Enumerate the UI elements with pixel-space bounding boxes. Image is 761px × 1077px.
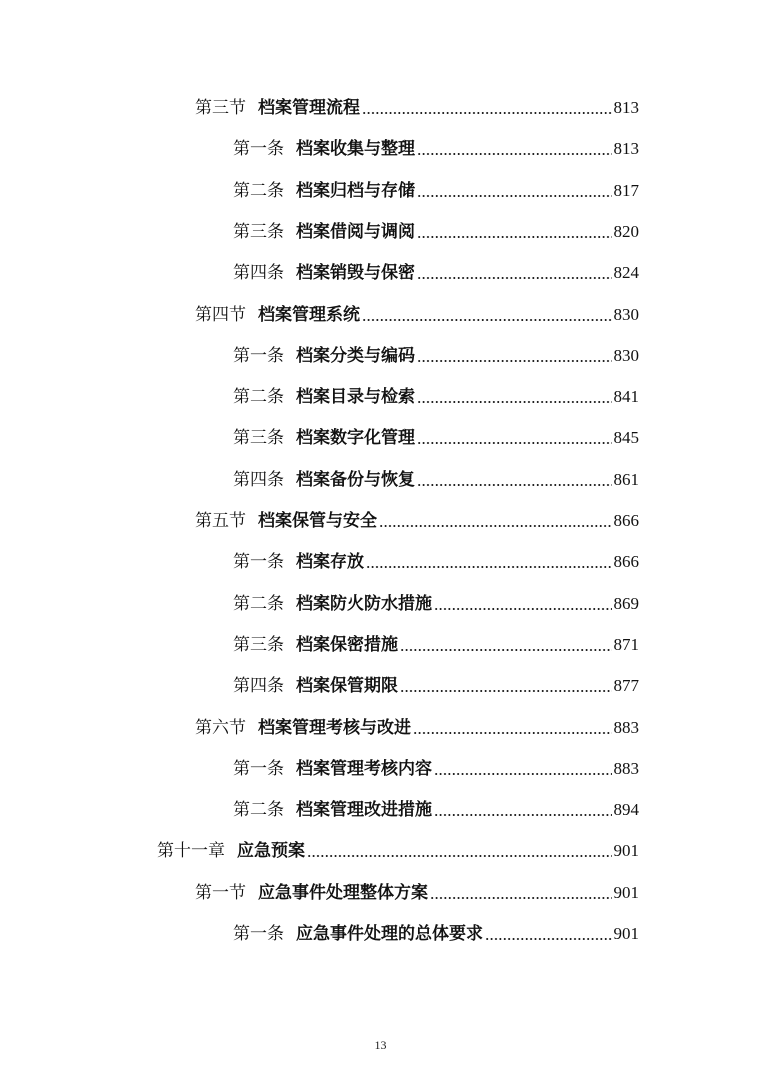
toc-entry-page: 901 (613, 924, 639, 943)
toc-entry-number: 第六节 (195, 717, 246, 738)
toc-entry-number: 第四节 (195, 304, 246, 325)
toc-entry-number: 第三条 (233, 221, 284, 242)
dot-leader (430, 897, 612, 899)
toc-entry-number: 第五节 (195, 511, 246, 531)
toc-entry-number: 第一条 (233, 552, 284, 573)
toc-entry-title: 档案目录与检索 (296, 387, 415, 408)
dot-leader (417, 153, 612, 155)
toc-entry-page: 817 (613, 180, 639, 200)
toc-entry-article[interactable] (233, 214, 639, 242)
toc-entry-page: 869 (613, 593, 639, 613)
toc-entry-title: 应急事件处理的总体要求 (296, 924, 483, 944)
toc-entry-number: 第三条 (233, 634, 284, 655)
toc-entry-article[interactable] (233, 173, 639, 201)
toc-entry-number: 第二条 (233, 800, 284, 821)
toc-entry-section[interactable] (195, 875, 639, 903)
dot-leader (362, 319, 612, 321)
toc-entry-title: 档案存放 (296, 552, 364, 573)
toc-entry-section[interactable] (195, 297, 639, 325)
toc-entry-number: 第四条 (233, 263, 284, 284)
toc-entry-title: 档案保管期限 (296, 676, 398, 697)
toc-entry-number: 第一条 (233, 758, 284, 779)
toc-entry-number: 第一条 (233, 345, 284, 366)
dot-leader (434, 814, 612, 816)
dot-leader (366, 566, 612, 568)
dot-leader (417, 360, 612, 362)
toc-entry-title: 档案备份与恢复 (296, 469, 415, 490)
toc-entry-article[interactable] (233, 379, 639, 407)
toc-entry-page: 901 (613, 841, 639, 861)
toc-entry-article[interactable] (233, 627, 639, 655)
toc-entry-page: 894 (613, 800, 639, 820)
toc-entry-page: 877 (613, 676, 639, 696)
toc-entry-title: 档案借阅与调阅 (296, 221, 415, 242)
toc-entry-title: 应急事件处理整体方案 (258, 882, 428, 903)
dot-leader (417, 484, 612, 486)
toc-entry-article[interactable] (233, 338, 639, 366)
dot-leader (485, 938, 612, 940)
toc-entry-page: 883 (613, 758, 639, 778)
dot-leader (417, 401, 612, 403)
toc-entry-page: 830 (613, 304, 639, 324)
toc-entry-article[interactable] (233, 462, 639, 490)
toc-entry-title: 应急预案 (237, 841, 305, 862)
toc-entry-title: 档案管理改进措施 (296, 800, 432, 821)
toc-entry-number: 第一条 (233, 924, 284, 944)
toc-entry-title: 档案销毁与保密 (296, 263, 415, 284)
dot-leader (413, 732, 612, 734)
dot-leader (417, 442, 612, 444)
dot-leader (400, 649, 612, 651)
toc-entry-chapter[interactable] (157, 833, 639, 861)
toc-entry-number: 第二条 (233, 180, 284, 201)
toc-entry-article[interactable] (233, 916, 639, 944)
toc-entry-article[interactable] (233, 668, 639, 696)
toc-entry-page: 813 (613, 139, 639, 159)
toc-entry-number: 第一节 (195, 882, 246, 903)
toc-entry-number: 第三条 (233, 428, 284, 449)
dot-leader (362, 112, 612, 114)
toc-entry-number: 第一条 (233, 139, 284, 160)
toc-entry-title: 档案保管与安全 (258, 511, 377, 531)
toc-entry-section[interactable] (195, 90, 639, 118)
toc-entry-title: 档案管理系统 (258, 304, 360, 325)
toc-entry-article[interactable] (233, 420, 639, 448)
toc-entry-title: 档案管理考核与改进 (258, 717, 411, 738)
toc-entry-title: 档案收集与整理 (296, 139, 415, 160)
toc-entry-title: 档案数字化管理 (296, 428, 415, 449)
toc-entry-number: 第二条 (233, 593, 284, 614)
toc-entry-article[interactable] (233, 544, 639, 572)
toc-entry-article[interactable] (233, 792, 639, 820)
toc-entry-article[interactable] (233, 131, 639, 159)
dot-leader (434, 773, 612, 775)
dot-leader (379, 525, 612, 527)
dot-leader (307, 855, 612, 857)
dot-leader (417, 277, 612, 279)
toc-entry-page: 845 (613, 428, 639, 448)
toc-entry-number: 第三节 (195, 98, 246, 118)
toc-entry-number: 第二条 (233, 387, 284, 408)
toc-entry-title: 档案保密措施 (296, 634, 398, 655)
toc-entry-page: 824 (613, 263, 639, 283)
dot-leader (417, 195, 612, 197)
toc-entry-number: 第四条 (233, 469, 284, 490)
toc-entry-article[interactable] (233, 586, 639, 614)
page-number: 13 (374, 1038, 387, 1052)
toc-entry-page: 871 (613, 634, 639, 654)
toc-entry-title: 档案管理流程 (258, 98, 360, 118)
toc-entry-page: 901 (613, 882, 639, 902)
toc-entry-page: 883 (613, 717, 639, 737)
toc-entry-section[interactable] (195, 710, 639, 738)
toc-entry-page: 866 (613, 511, 639, 530)
toc-entry-number: 第四条 (233, 676, 284, 697)
dot-leader (434, 608, 612, 610)
toc-entry-page: 830 (613, 345, 639, 365)
toc-entry-title: 档案归档与存储 (296, 180, 415, 201)
toc-entry-number: 第十一章 (157, 841, 225, 862)
toc-entry-title: 档案分类与编码 (296, 345, 415, 366)
dot-leader (417, 236, 612, 238)
toc-entry-title: 档案防火防水措施 (296, 593, 432, 614)
toc-entry-page: 813 (613, 98, 639, 117)
toc-entry-article[interactable] (233, 255, 639, 283)
toc-entry-page: 866 (613, 552, 639, 572)
toc-entry-page: 841 (613, 387, 639, 407)
toc-entry-page: 820 (613, 221, 639, 241)
toc-entry-title: 档案管理考核内容 (296, 758, 432, 779)
dot-leader (400, 690, 612, 692)
toc-entry-page: 861 (613, 469, 639, 489)
toc-entry-article[interactable] (233, 751, 639, 779)
toc-entry-section[interactable] (195, 503, 639, 531)
